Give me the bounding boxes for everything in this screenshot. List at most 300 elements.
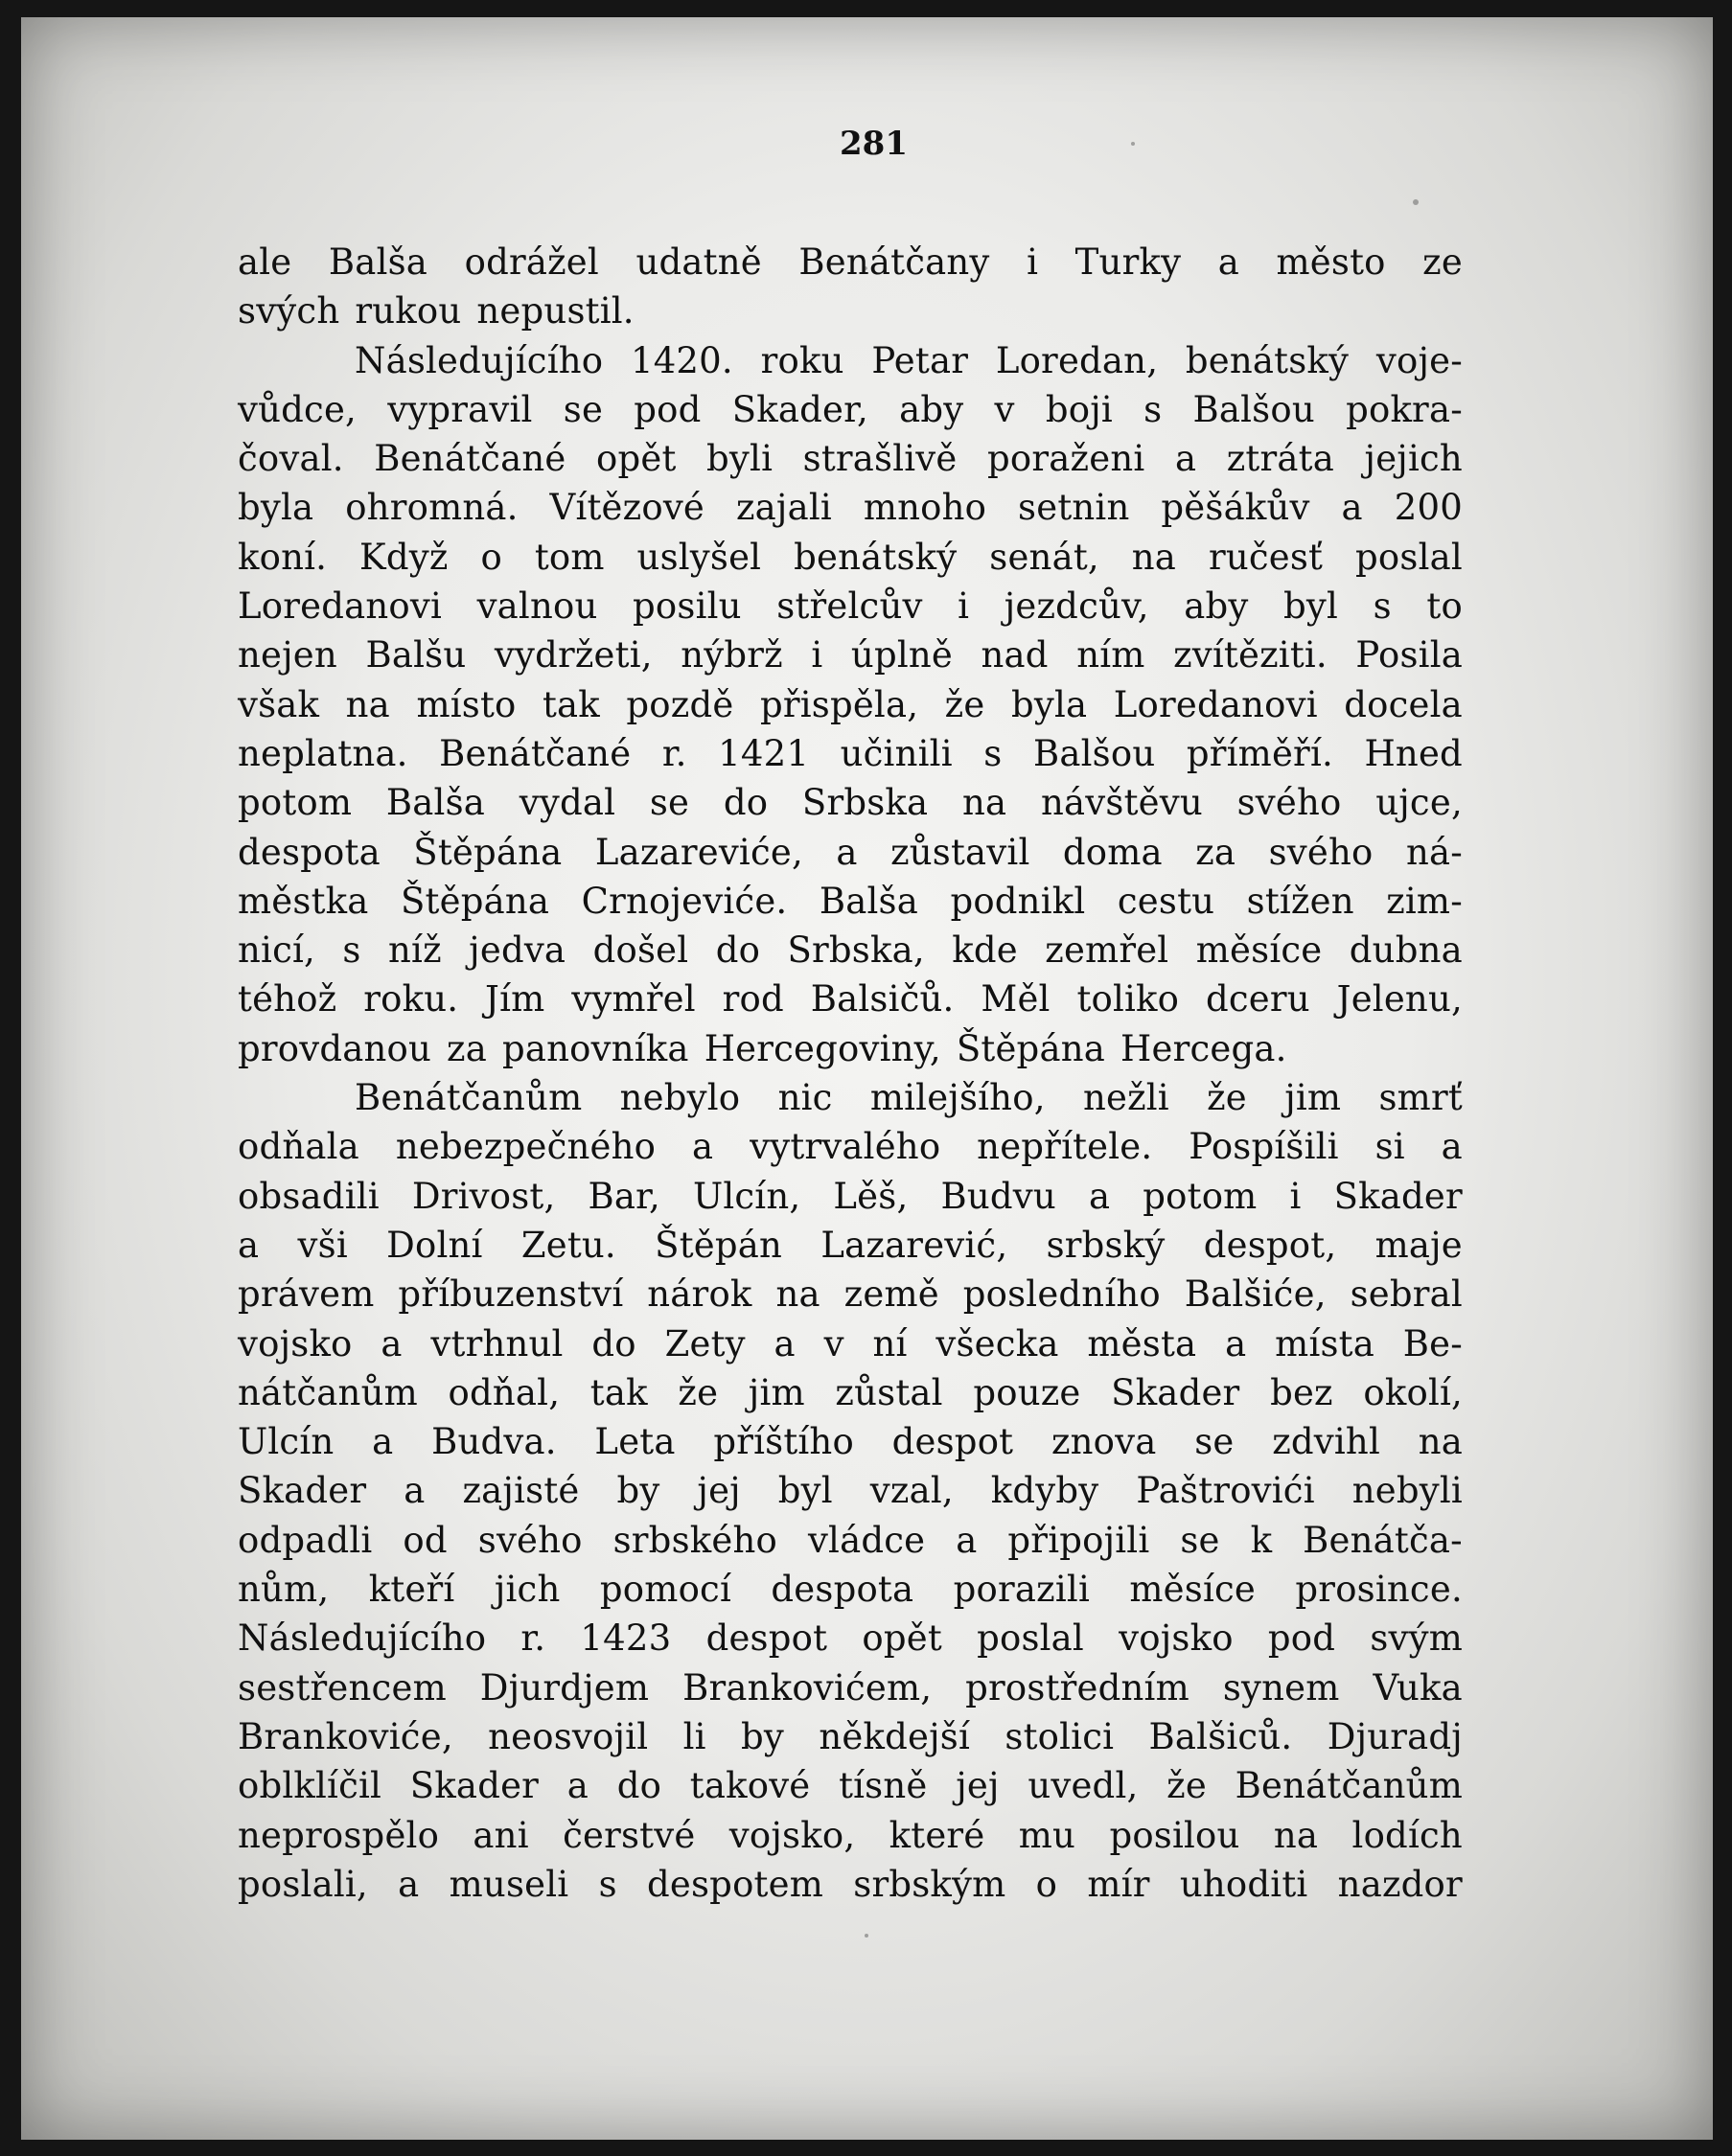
word: Turky (1074, 241, 1182, 283)
word: podnikl (950, 880, 1086, 922)
word: uhoditi (1179, 1863, 1308, 1905)
word: svého (477, 1519, 583, 1561)
word: čerstvé (563, 1814, 696, 1856)
text-line (238, 1860, 1463, 1909)
word: Balšou (1032, 732, 1156, 774)
word: despotem (647, 1863, 823, 1905)
word: vymřel (571, 978, 696, 1021)
word: poslal (1355, 536, 1463, 578)
word: Balsičů. (810, 978, 955, 1021)
word: ručesť (1208, 536, 1324, 578)
word: na (1418, 1421, 1463, 1463)
word: Balša (328, 241, 428, 283)
word: takové (689, 1765, 811, 1807)
word: cestu (1117, 880, 1215, 922)
word: Loredan, (995, 339, 1159, 381)
word: benátský (1185, 339, 1350, 381)
word: příbuzenství (398, 1273, 624, 1316)
text-line (238, 1761, 1463, 1810)
word: na (1131, 536, 1177, 578)
word: městka (238, 880, 369, 922)
word: na (1273, 1814, 1319, 1856)
word: od (403, 1519, 448, 1561)
word: benátský (794, 536, 958, 578)
word: pozdě (626, 683, 734, 725)
word: nežli (1082, 1077, 1169, 1119)
word: a (1441, 1126, 1463, 1168)
word: srbský (1046, 1224, 1166, 1266)
word: pod (634, 388, 702, 430)
word: Následujícího (355, 339, 604, 381)
word: téhož (238, 978, 337, 1021)
word: Měl (981, 978, 1051, 1021)
word: Bar, (588, 1175, 660, 1217)
word: Petar (871, 339, 969, 381)
text-line (238, 1417, 1463, 1466)
text-line (238, 1172, 1463, 1221)
text-line (238, 1565, 1463, 1614)
word: svých (238, 290, 340, 333)
text-line (238, 778, 1463, 827)
word: potom (238, 782, 353, 824)
word: Balšu (365, 634, 467, 677)
word: Crnojeviće. (581, 880, 788, 922)
text-line (238, 877, 1463, 926)
word: Když (359, 536, 449, 578)
word: by (616, 1470, 660, 1512)
word: zemřel (1045, 929, 1169, 972)
word: Balšiće, (1184, 1273, 1327, 1316)
word: Zety (664, 1322, 746, 1365)
word: místo (416, 683, 517, 725)
text-line (238, 926, 1463, 975)
word: Štěpána (956, 1027, 1105, 1069)
word: se (563, 388, 604, 430)
word: měsíce (1195, 929, 1323, 972)
word: Zetu. (520, 1224, 616, 1266)
word: ze (1422, 241, 1463, 283)
word: sebral (1350, 1273, 1463, 1316)
word: s (598, 1863, 617, 1905)
text-line (238, 533, 1463, 582)
word: zůstavil (890, 831, 1030, 873)
text-line (238, 1319, 1463, 1368)
word: Skader (1333, 1175, 1463, 1217)
word: Jím (485, 978, 545, 1021)
word: však (238, 683, 320, 725)
word: dceru (1206, 978, 1310, 1021)
word: provdanou (238, 1027, 432, 1069)
word: Paštrovići (1136, 1470, 1315, 1512)
word: tom (534, 536, 605, 578)
word: vojsko, (728, 1814, 856, 1856)
word: byla (238, 487, 314, 529)
word: do (591, 1322, 636, 1365)
word: boji (1045, 388, 1113, 430)
word: Djurdjem (479, 1666, 650, 1709)
word: voje- (1375, 339, 1463, 381)
word: senát, (989, 536, 1099, 578)
word: odňala (238, 1126, 359, 1168)
word: Lazarević, (820, 1224, 1008, 1266)
word: srbským (853, 1863, 1006, 1905)
word: se (1180, 1519, 1220, 1561)
word: Dolní (386, 1224, 483, 1266)
word: a (692, 1126, 714, 1168)
word: jich (494, 1569, 561, 1611)
word: ztráta (1226, 438, 1334, 480)
word: poslali, (238, 1863, 368, 1905)
word: Loredanovi (238, 585, 443, 628)
word: ani (473, 1814, 529, 1856)
word: došel (592, 929, 689, 972)
word: tak (542, 683, 600, 725)
word: příměří. (1186, 732, 1333, 774)
word: aby (899, 388, 964, 430)
word: udatně (635, 241, 762, 283)
word: za (1195, 831, 1236, 873)
word: nátčanům (238, 1371, 418, 1413)
word: uslyšel (636, 536, 762, 578)
text-line (238, 483, 1463, 532)
word: byl (777, 1470, 833, 1512)
word: Drivost, (411, 1175, 556, 1217)
text-line (238, 1466, 1463, 1515)
word: posilou (1109, 1814, 1240, 1856)
word: byl (1283, 585, 1339, 628)
word: jej (697, 1470, 741, 1512)
text-line (238, 1270, 1463, 1319)
word: Benátčané (374, 438, 566, 480)
word: že (678, 1371, 719, 1413)
word: roku (760, 339, 844, 381)
word: s (1143, 388, 1163, 430)
word: právem (238, 1273, 375, 1316)
word: a (1088, 1175, 1111, 1217)
word: poraženi (987, 438, 1145, 480)
word: odpadli (238, 1519, 373, 1561)
word: nad (981, 634, 1049, 677)
word: a (398, 1863, 420, 1905)
word: i (1027, 241, 1039, 283)
word: Leta (594, 1421, 676, 1463)
word: toliko (1076, 978, 1180, 1021)
word: setnin (1018, 487, 1130, 529)
word: a (238, 1224, 260, 1266)
word: odňal, (448, 1371, 561, 1413)
word: neosvojil (488, 1715, 649, 1757)
word: o (480, 536, 502, 578)
word: nepřítele. (977, 1126, 1153, 1168)
text-line (238, 1712, 1463, 1761)
word: nebyli (1351, 1470, 1463, 1512)
word: rukou (355, 290, 462, 333)
word: a (372, 1421, 394, 1463)
word: Balša (385, 782, 486, 824)
word: jejich (1364, 438, 1463, 480)
word: a (566, 1765, 589, 1807)
word: ujce, (1375, 782, 1463, 824)
word: r. (520, 1617, 546, 1660)
word: Balšiců. (1148, 1715, 1293, 1757)
text-line (238, 238, 1463, 287)
word: Balšou (1192, 388, 1315, 430)
word: úplně (850, 634, 953, 677)
word: Budvu (940, 1175, 1056, 1217)
word: stížen (1246, 880, 1354, 922)
page-number: 281 (840, 125, 908, 163)
word: dubna (1349, 929, 1463, 972)
word: Vítězové (549, 487, 705, 529)
word: 200 (1394, 487, 1463, 529)
word: ná- (1405, 831, 1463, 873)
text-line (238, 385, 1463, 434)
word: bez (1270, 1371, 1333, 1413)
word: zim- (1386, 880, 1463, 922)
text-line (238, 631, 1463, 679)
word: svého (1236, 782, 1342, 824)
word: měsíce (1129, 1569, 1257, 1611)
word: nazdor (1337, 1863, 1463, 1905)
word: i (1289, 1175, 1302, 1217)
word: i (811, 634, 823, 677)
word: s (342, 929, 361, 972)
word: uvedl, (1028, 1765, 1139, 1807)
word: srbského (612, 1519, 777, 1561)
word: strašlivě (802, 438, 958, 480)
word: ohromná. (345, 487, 519, 529)
word: vypravil (387, 388, 533, 430)
word: neprospělo (238, 1814, 440, 1856)
word: porazili (953, 1569, 1090, 1611)
word: a (774, 1322, 796, 1365)
text-line (238, 1516, 1463, 1565)
word: zůstal (835, 1371, 943, 1413)
print-speck (1413, 199, 1419, 205)
book-page (21, 17, 1713, 2140)
word: sestřencem (238, 1666, 447, 1709)
word: Štěpána (400, 880, 550, 922)
text-line (238, 1614, 1463, 1663)
word: města (1087, 1322, 1197, 1365)
body-text (238, 238, 1463, 1909)
word: čoval. (238, 438, 344, 480)
text-line (238, 434, 1463, 483)
word: vzal, (869, 1470, 954, 1512)
word: v (994, 388, 1015, 430)
word: nebezpečného (395, 1126, 657, 1168)
word: vůdce, (238, 388, 357, 430)
word: Jelenu, (1336, 978, 1463, 1021)
word: mír (1087, 1863, 1150, 1905)
word: tak (589, 1371, 648, 1413)
word: roku. (363, 978, 459, 1021)
word: neplatna. (238, 732, 408, 774)
word: museli (449, 1863, 569, 1905)
word: jej (956, 1765, 1000, 1807)
word: nárok (647, 1273, 752, 1316)
word: mnoho (863, 487, 987, 529)
word: připojili (1007, 1519, 1150, 1561)
word: Posila (1355, 634, 1463, 677)
word: opět (862, 1617, 942, 1660)
word: Lěš, (833, 1175, 909, 1217)
word: Štěpána (413, 831, 563, 873)
word: a (956, 1519, 978, 1561)
word: byla (1010, 683, 1088, 725)
text-line (238, 582, 1463, 631)
text-line (238, 1811, 1463, 1860)
word: nýbrž (681, 634, 783, 677)
word: ním (1076, 634, 1145, 677)
word: Skader (409, 1765, 540, 1807)
text-line (238, 1663, 1463, 1712)
word: mu (1018, 1814, 1076, 1856)
word: se (649, 782, 690, 824)
word: stolici (1005, 1715, 1115, 1757)
word: panovníka (501, 1027, 689, 1069)
word: despot, (1203, 1224, 1337, 1266)
word: se (1194, 1421, 1235, 1463)
word: Balša (819, 880, 918, 922)
word: ní (872, 1322, 908, 1365)
word: Hercega. (1120, 1027, 1287, 1069)
word: synem (1222, 1666, 1340, 1709)
word: despot (705, 1617, 828, 1660)
word: 1423 (580, 1617, 672, 1660)
word: despota (771, 1569, 914, 1611)
word: příštího (713, 1421, 854, 1463)
word: nům, (238, 1569, 330, 1611)
word: a (836, 831, 858, 873)
word: opět (595, 438, 677, 480)
word: byli (706, 438, 774, 480)
word: i (958, 585, 970, 628)
word: okolí, (1363, 1371, 1463, 1413)
word: Benátčanům (1235, 1765, 1463, 1807)
word: potom (1143, 1175, 1258, 1217)
word: Hercegoviny, (704, 1027, 941, 1069)
word: 1420. (630, 339, 733, 381)
word: Brankoviće, (238, 1715, 453, 1757)
word: že (944, 683, 985, 725)
word: Hned (1364, 732, 1463, 774)
word: vši (297, 1224, 348, 1266)
text-line (238, 729, 1463, 778)
word: zajali (735, 487, 832, 529)
word: Vuka (1373, 1666, 1463, 1709)
word: a (381, 1322, 403, 1365)
word: by (741, 1715, 785, 1757)
word: prosince. (1295, 1569, 1463, 1611)
text-line (238, 975, 1463, 1023)
word: Djuradj (1327, 1715, 1463, 1757)
word: Ulcín (238, 1421, 335, 1463)
word: odrážel (464, 241, 599, 283)
word: Skader (1111, 1371, 1240, 1413)
text-line (238, 1368, 1463, 1417)
word: Následujícího (238, 1617, 487, 1660)
word: místa (1275, 1322, 1374, 1365)
word: s (1373, 585, 1392, 628)
word: Srbska, (787, 929, 925, 972)
word: Srbska (801, 782, 929, 824)
word: a (404, 1470, 426, 1512)
word: Benátčané (439, 732, 632, 774)
word: k (1250, 1519, 1273, 1561)
word: znova (1051, 1421, 1157, 1463)
word: si (1374, 1126, 1405, 1168)
word: poslal (977, 1617, 1084, 1660)
word: rod (722, 978, 784, 1021)
text-line (238, 828, 1463, 877)
word: maje (1374, 1224, 1463, 1266)
word: jedva (469, 929, 566, 972)
word: a (1225, 1322, 1247, 1365)
word: že (1207, 1077, 1247, 1119)
word: Brankovićem, (682, 1666, 933, 1709)
word: prostředním (965, 1666, 1189, 1709)
word: na (775, 1273, 820, 1316)
word: despot (891, 1421, 1014, 1463)
word: Štěpán (655, 1224, 783, 1266)
word: Benátčany (798, 241, 990, 283)
text-line (238, 1221, 1463, 1270)
word: země (843, 1273, 939, 1316)
word: zdvihl (1272, 1421, 1380, 1463)
word: doma (1062, 831, 1163, 873)
word: pod (1267, 1617, 1336, 1660)
print-speck (865, 1934, 868, 1938)
word: nejen (238, 634, 337, 677)
word: na (345, 683, 390, 725)
word: na (962, 782, 1007, 824)
word: Be- (1402, 1322, 1463, 1365)
word: Lazareviće, (594, 831, 803, 873)
word: střelcův (776, 585, 923, 628)
word: milejšího, (869, 1077, 1046, 1119)
word: o (1035, 1863, 1058, 1905)
word: oblklíčil (238, 1765, 382, 1807)
word: vojsko (238, 1322, 353, 1365)
word: s (983, 732, 1003, 774)
word: nic (777, 1077, 833, 1119)
text-line (238, 287, 1463, 335)
word: jezdcův, (1004, 585, 1149, 628)
word: obsadili (238, 1175, 380, 1217)
word: koní. (238, 536, 328, 578)
word: do (616, 1765, 662, 1807)
text-line (238, 1073, 1463, 1122)
word: ale (238, 241, 292, 283)
word: kteří (368, 1569, 455, 1611)
word: které (889, 1814, 985, 1856)
word: někdejší (819, 1715, 971, 1757)
word: přispěla, (759, 683, 919, 725)
word: to (1426, 585, 1463, 628)
word: a (1217, 241, 1239, 283)
text-line (238, 680, 1463, 729)
word: učinili (840, 732, 953, 774)
word: docela (1344, 683, 1463, 725)
word: posilu (633, 585, 742, 628)
word: za (447, 1027, 487, 1069)
word: valnou (476, 585, 598, 628)
word: pokra- (1346, 388, 1463, 430)
word: lodích (1351, 1814, 1463, 1856)
word: despota (238, 831, 381, 873)
word: Ulcín, (692, 1175, 801, 1217)
